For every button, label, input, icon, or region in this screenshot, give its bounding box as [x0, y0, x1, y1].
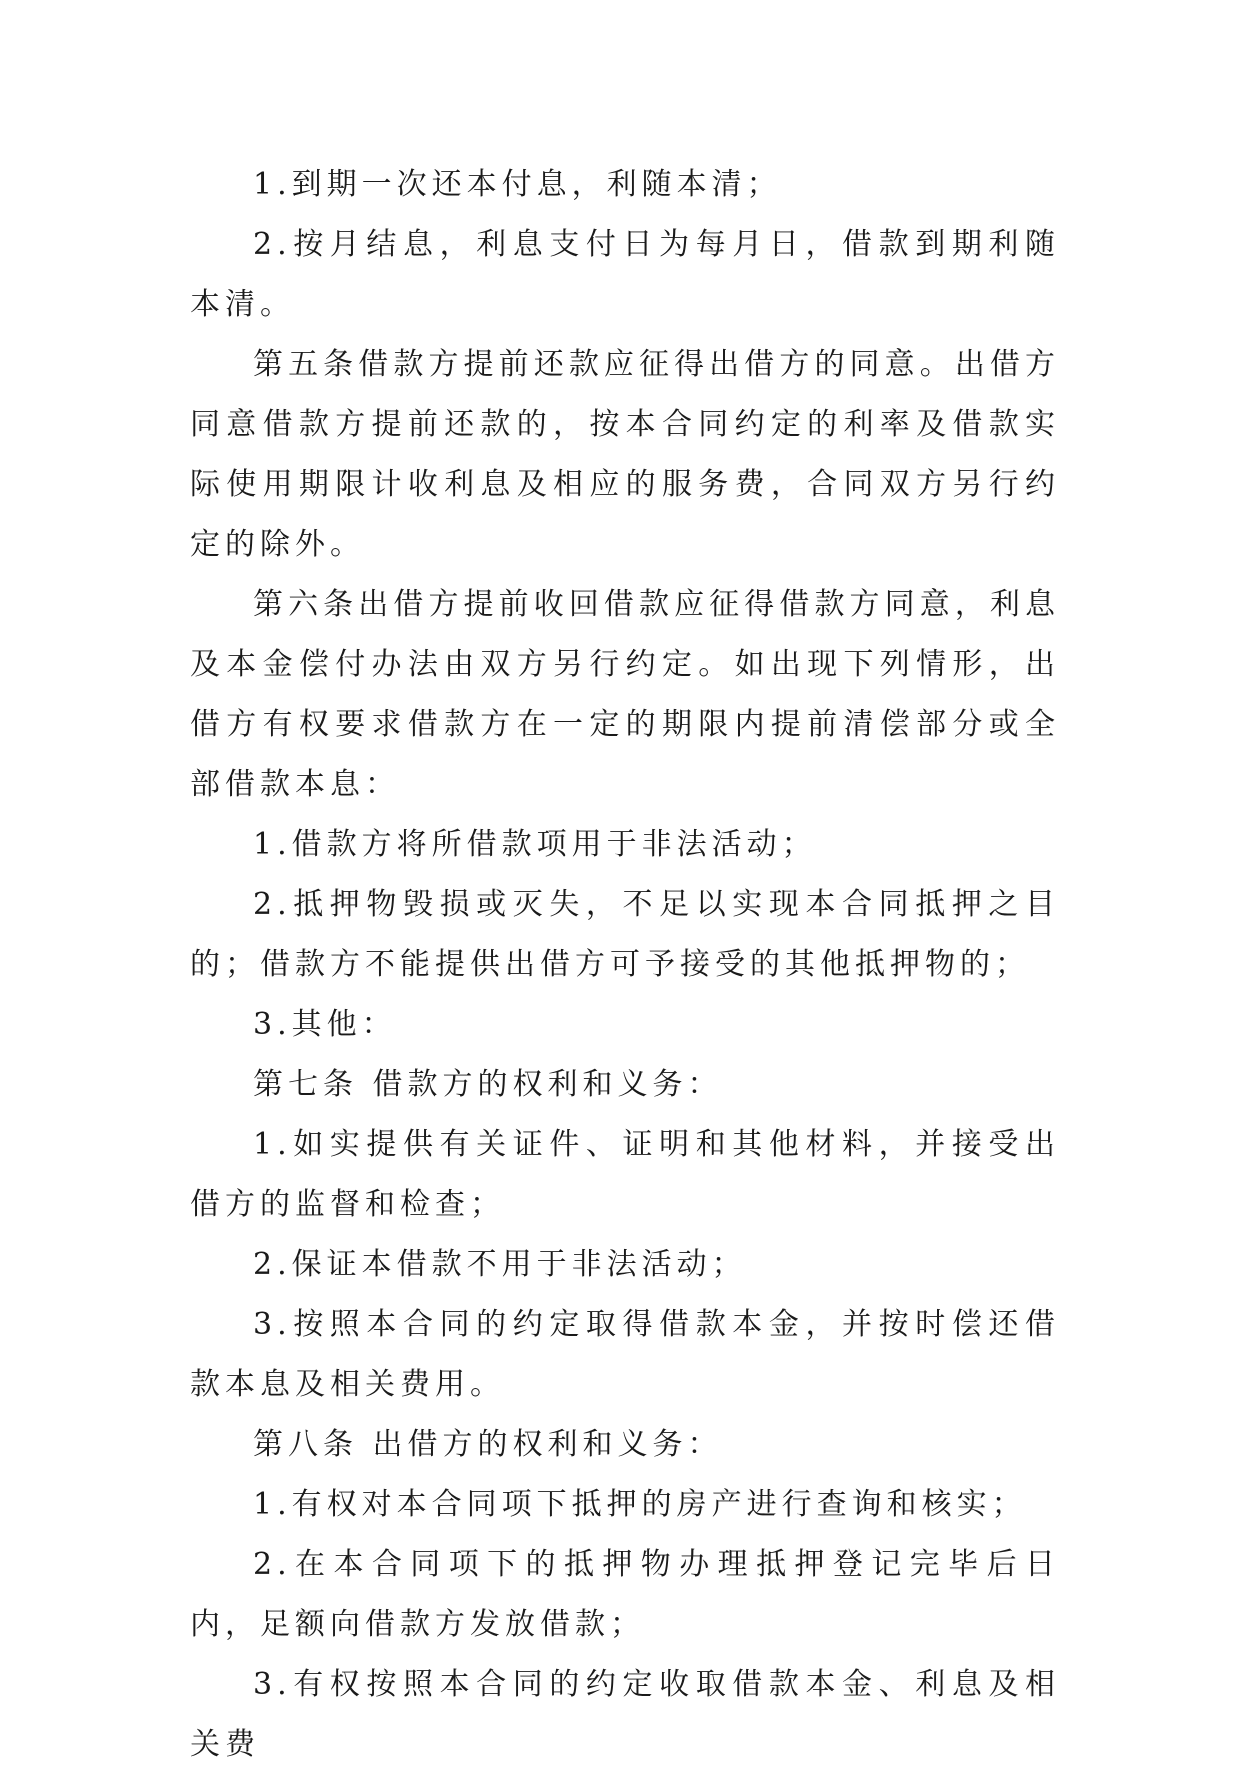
- paragraph-repayment-option-1: 1.到期一次还本付息，利随本清；: [253, 167, 782, 202]
- paragraph-article-7-item-1: 1.如实提供有关证件、证明和其他材料，并接受出借方的监督和检查；: [190, 1127, 1060, 1222]
- paragraph-article-7-item-2: 2.保证本借款不用于非法活动；: [253, 1247, 747, 1282]
- paragraph-article-8-item-1: 1.有权对本合同项下抵押的房产进行查询和核实；: [253, 1487, 1027, 1522]
- paragraph-article-8-item-3: 3.有权按照本合同的约定收取借款本金、利息及相关费: [190, 1667, 1060, 1762]
- paragraph-article-8-item-2: 2.在本合同项下的抵押物办理抵押登记完毕后日内，足额向借款方发放借款；: [190, 1547, 1060, 1642]
- paragraph-repayment-option-2: 2.按月结息，利息支付日为每月日，借款到期利随本清。: [190, 227, 1060, 322]
- document-body: [190, 155, 1060, 1775]
- paragraph-article-6-item-2: 2.抵押物毁损或灭失，不足以实现本合同抵押之目的；借款方不能提供出借方可予接受的其他抵押物的；: [190, 887, 1060, 982]
- paragraph-article-6-item-3: 3.其他：: [253, 1007, 397, 1042]
- paragraph-article-7-heading: 第七条 借款方的权利和义务：: [253, 1067, 723, 1102]
- paragraph-article-6-item-1: 1.借款方将所借款项用于非法活动；: [253, 827, 817, 862]
- paragraph-article-7-item-3: 3.按照本合同的约定取得借款本金，并按时偿还借款本息及相关费用。: [190, 1307, 1060, 1402]
- paragraph-article-6: 第六条出借方提前收回借款应征得借款方同意，利息及本金偿付办法由双方另行约定。如出现下列情形，出借方有权要求借款方在一定的期限内提前清偿部分或全部借款本息：: [190, 587, 1060, 802]
- paragraph-article-5: 第五条借款方提前还款应征得出借方的同意。出借方同意借款方提前还款的，按本合同约定的利率及借款实际使用期限计收利息及相应的服务费，合同双方另行约定的除外。: [190, 347, 1060, 562]
- paragraph-article-8-heading: 第八条 出借方的权利和义务：: [253, 1427, 723, 1462]
